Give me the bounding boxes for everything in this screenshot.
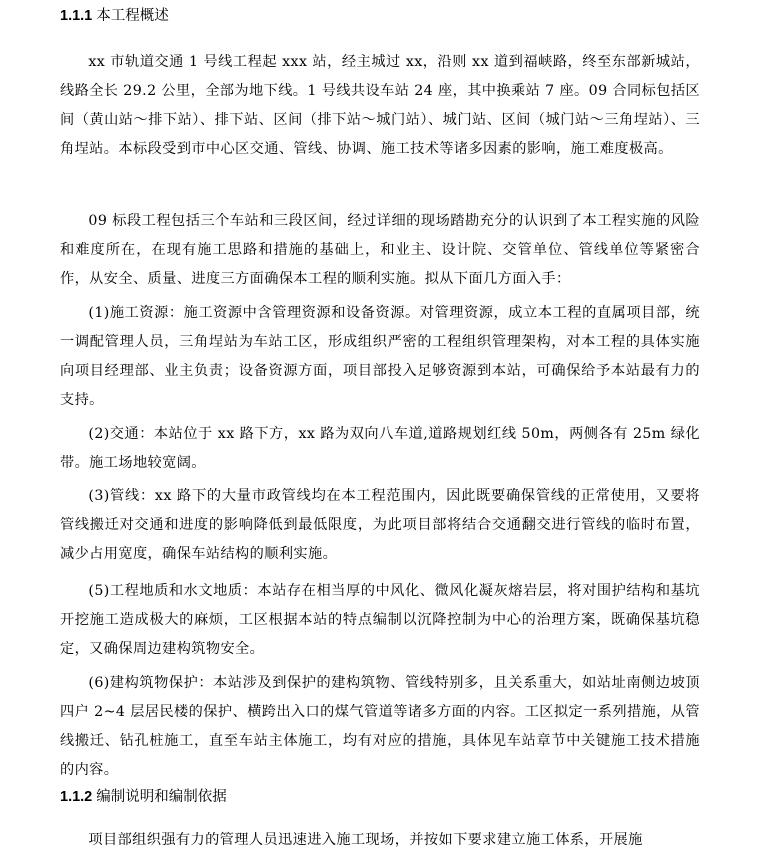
paragraph-section-09-scope: 09 标段工程包括三个车站和三段区间，经过详细的现场踏勘充分的认识到了本工程实施的风险和难度所在，在现有施工思路和措施的基础上，和业主、设计院、交管单位、管线单位等紧密合作，从安全、质量、进度三方面确保本工程的顺利实施。拟从下面几方面入手： <box>60 213 700 288</box>
section-title: 编制说明和编制依据 <box>96 789 227 805</box>
paragraph-pipelines: (3)管线：xx 路下的大量市政管线均在本工程范围内，因此既要确保管线的正常使用，又要将管线搬迁对交通和进度的影响降低到最低限度，为此项目部将结合交通翻交进行管线的临时布置，减少占用宽度，确保车站结构的顺利实施。 <box>60 488 700 563</box>
paragraph-compilation-notes: 项目部组织强有力的管理人员迅速进入施工现场，并按如下要求建立施工体系，开展施 <box>88 832 643 849</box>
section-number: 1.1.1 <box>60 8 93 24</box>
paragraph-geology-hydrology: (5)工程地质和水文地质：本站存在相当厚的中风化、微风化凝灰熔岩层，将对围护结构和基坑开挖施工造成极大的麻烦，工区根据本站的特点编制以沉降控制为中心的治理方案，既确保基坑稳定，又确保周边建构筑物安全。 <box>60 583 700 658</box>
section-heading <box>60 6 169 26</box>
section-heading <box>60 787 227 807</box>
paragraph-project-overview: xx 市轨道交通 1 号线工程起 xxx 站，经主城过 xx，沿则 xx 道到福峡路，终至东部新城站，线路全长 29.2 公里，全部为地下线。1 号线共设车站 24 座，其中换乘站 7 座。09 合同标包括区间（黄山站～排下站）、排下站、区间（排下站～城门站）、城门站、区间（城门站～三角埕站）、三角埕站。本标段受到市中心区交通、管线、协调、施工技术等诸多因素的影响，施工难度极高。 <box>60 54 700 158</box>
paragraph-structure-protection: (6)建构筑物保护：本站涉及到保护的建构筑物、管线特别多，且关系重大，如站址南侧边坡顶四户 2~4 层居民楼的保护、横跨出入口的煤气管道等诸多方面的内容。工区拟定一系列措施，从管线搬迁、钻孔桩施工，直至车站主体施工，均有对应的措施，具体见车站章节中关键施工技术措施的内容。 <box>60 675 700 779</box>
section-title: 本工程概述 <box>96 8 169 24</box>
paragraph-traffic: (2)交通：本站位于 xx 路下方，xx 路为双向八车道,道路规划红线 50m，两侧各有 25m 绿化带。施工场地较宽阔。 <box>60 426 700 472</box>
section-number: 1.1.2 <box>60 789 93 805</box>
paragraph-construction-resources: (1)施工资源：施工资源中含管理资源和设备资源。对管理资源，成立本工程的直属项目部，统一调配管理人员，三角埕站为车站工区，形成组织严密的工程组织管理架构，对本工程的具体实施向项目经理部、业主负责；设备资源方面，项目部投入足够资源到本站，可确保给予本站最有力的支持。 <box>60 305 700 409</box>
